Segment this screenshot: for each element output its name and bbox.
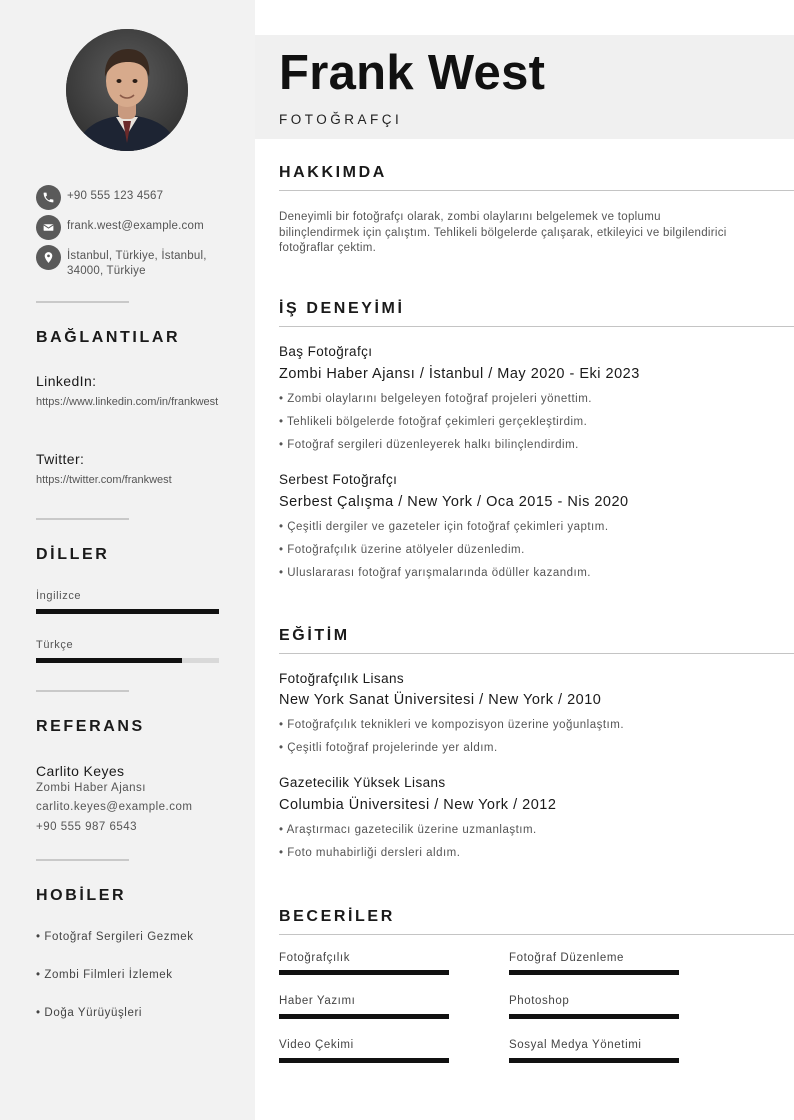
job-bullet: • Çeşitli dergiler ve gazeteler için fotoğraf çekimleri yaptım. — [279, 521, 609, 533]
full-name: Frank West — [279, 46, 546, 100]
skill-name: Haber Yazımı — [279, 995, 356, 1007]
job-bullet: • Tehlikeli bölgelerde fotoğraf çekimleri gerçekleştirdim. — [279, 416, 588, 428]
job-bullet: • Fotoğrafçılık üzerine atölyeler düzenledim. — [279, 544, 525, 556]
phone-text: +90 555 123 4567 — [67, 190, 164, 202]
education-bullet: • Fotoğrafçılık teknikleri ve kompozisyon üzerine yoğunlaştım. — [279, 719, 625, 731]
skill-level-bar — [279, 970, 449, 975]
education-bullet: • Foto muhabirliği dersleri aldım. — [279, 847, 461, 859]
section-rule — [279, 934, 794, 935]
job-role: FOTOĞRAFÇI — [279, 112, 403, 127]
reference-email[interactable]: carlito.keyes@example.com — [36, 801, 193, 813]
hobby-item: • Fotoğraf Sergileri Gezmek — [36, 931, 194, 943]
hobby-item: • Doğa Yürüyüşleri — [36, 1007, 143, 1019]
education-bullet: • Çeşitli fotoğraf projelerinde yer aldım. — [279, 742, 498, 754]
email-text: frank.west@example.com — [67, 220, 204, 232]
skill-level-bar — [509, 1014, 679, 1019]
links-heading: BAĞLANTILAR — [36, 329, 181, 346]
job-bullet: • Uluslararası fotoğraf yarışmalarında ödüller kazandım. — [279, 567, 591, 579]
about-heading: HAKKIMDA — [279, 164, 387, 181]
education-subtitle: Columbia Üniversitesi / New York / 2012 — [279, 797, 557, 813]
contact-address — [36, 245, 227, 279]
avatar — [66, 29, 188, 151]
hobbies-heading: HOBİLER — [36, 887, 127, 904]
experience-heading: İŞ DENEYİMİ — [279, 300, 405, 317]
skill-name: Sosyal Medya Yönetimi — [509, 1039, 642, 1051]
education-subtitle: New York Sanat Üniversitesi / New York / 2010 — [279, 692, 602, 708]
skill-level-bar — [279, 1014, 449, 1019]
skills-heading: BECERİLER — [279, 908, 395, 925]
job-subtitle: Serbest Çalışma / New York / Oca 2015 - Nis 2020 — [279, 494, 629, 510]
section-rule — [279, 653, 794, 654]
education-title: Gazetecilik Yüksek Lisans — [279, 775, 446, 790]
job-title: Serbest Fotoğrafçı — [279, 472, 398, 487]
skill-name: Fotoğrafçılık — [279, 952, 351, 964]
language-name: Türkçe — [36, 639, 74, 651]
divider — [36, 690, 129, 692]
reference-phone[interactable]: +90 555 987 6543 — [36, 821, 138, 833]
section-rule — [279, 190, 794, 191]
section-rule — [279, 326, 794, 327]
languages-heading: DİLLER — [36, 546, 110, 563]
phone-icon — [36, 185, 61, 210]
job-title: Baş Fotoğrafçı — [279, 344, 373, 359]
education-bullet: • Araştırmacı gazetecilik üzerine uzmanlaştım. — [279, 824, 537, 836]
reference-heading: REFERANS — [36, 718, 145, 735]
divider — [36, 518, 129, 520]
sidebar — [0, 0, 255, 1120]
portrait-image — [66, 29, 188, 151]
address-text: İstanbul, Türkiye, İstanbul, 34000, Türkiye — [67, 250, 207, 277]
skill-name: Photoshop — [509, 995, 570, 1007]
mail-icon — [36, 215, 61, 240]
language-level-bar — [36, 658, 219, 663]
job-subtitle: Zombi Haber Ajansı / İstanbul / May 2020 - Eki 2023 — [279, 366, 640, 382]
language-level-bar — [36, 609, 219, 614]
linkedin-label: LinkedIn: — [36, 373, 97, 389]
reference-company: Zombi Haber Ajansı — [36, 782, 146, 794]
hobby-item: • Zombi Filmleri İzlemek — [36, 969, 173, 981]
contact-phone[interactable] — [36, 185, 227, 210]
education-heading: EĞİTİM — [279, 627, 350, 644]
about-text: Deneyimli bir fotoğrafçı olarak, zombi olaylarını belgelemek ve toplumu bilinçlendirmek için çalıştım. Tehlikeli bölgelerde çalışarak, etkileyici ve bilgilendirici fotoğraflar çektim. — [279, 211, 727, 254]
skill-level-bar — [279, 1058, 449, 1063]
skill-name: Fotoğraf Düzenleme — [509, 952, 624, 964]
linkedin-link[interactable]: https://www.linkedin.com/in/frankwest — [36, 396, 219, 408]
divider — [36, 859, 129, 861]
reference-name: Carlito Keyes — [36, 763, 125, 779]
language-level-fill — [36, 609, 219, 614]
skill-name: Video Çekimi — [279, 1039, 354, 1051]
job-bullet: • Zombi olaylarını belgeleyen fotoğraf projeleri yönettim. — [279, 393, 593, 405]
main-content — [255, 0, 794, 1120]
twitter-label: Twitter: — [36, 451, 85, 467]
language-level-fill — [36, 658, 182, 663]
contact-email[interactable] — [36, 215, 227, 240]
education-title: Fotoğrafçılık Lisans — [279, 671, 405, 686]
language-name: İngilizce — [36, 590, 82, 602]
location-icon — [36, 245, 61, 270]
job-bullet: • Fotoğraf sergileri düzenleyerek halkı bilinçlendirdim. — [279, 439, 579, 451]
divider — [36, 301, 129, 303]
twitter-link[interactable]: https://twitter.com/frankwest — [36, 474, 172, 486]
skill-level-bar — [509, 970, 679, 975]
skill-level-bar — [509, 1058, 679, 1063]
